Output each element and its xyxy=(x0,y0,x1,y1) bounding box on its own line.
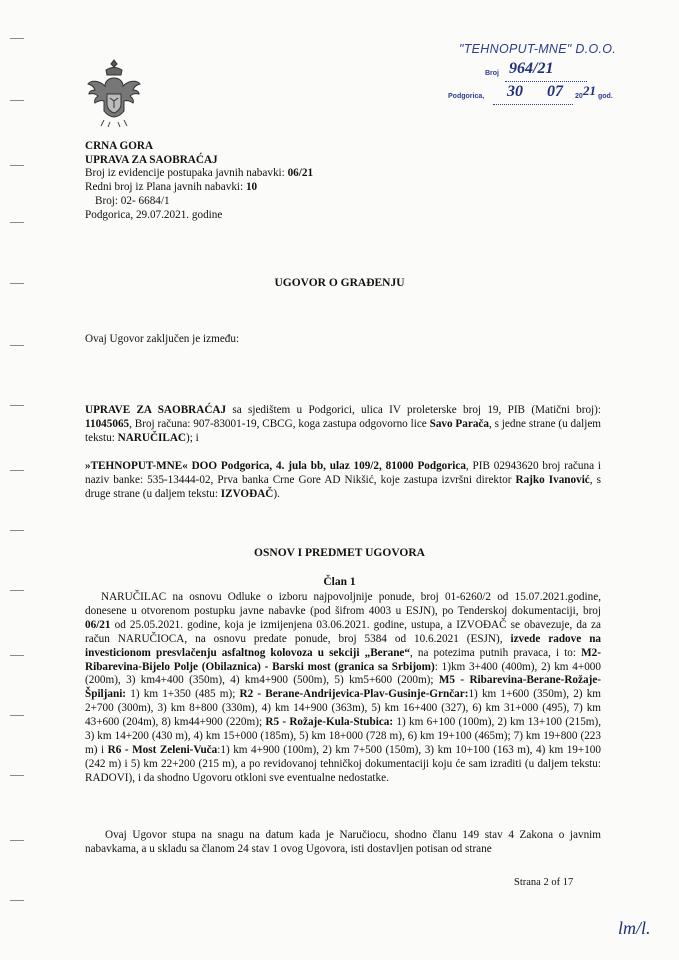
article-heading: Član 1 xyxy=(323,576,356,588)
article-1-text: NARUČILAC na osnovu Odluke o izboru najpovoljnije ponude, broj 01-6260/2 od 15.07.2021.godine, donesene u otvorenom postupku javne nabavke (pod šifrom 4003 u ESJN), po Tenderskoj dokumentaciji, broj 06/21 od 25.05.2021. godine, koja je izmijenjena 03.06.2021. godine, ustupa, a IZVOĐAČ se obavezuje, da za račun NARUČIOCA, na osnovu predate ponude, broj 5384 od 10.6.2021 (ESJN), izvede radove na investicionom presvlačenju asfaltnog kolovoza u sekciji „Berane“, na potezima putnih pravaca, i to: M2-Ribarevina-Bijelo Polje (Obilaznica) - Barski most (granica sa Srbijom): 1)km 3+400 (400m), 2) km 4+000 (200m), 3) km4+400 (350m), 4) km4+900 (500m), 5) km5+600 (200m); M5 - Ribarevina-Berane-Rožaje-Špiljani: 1) km 1+350 (485 m); R2 - Berane-Andrijevica-Plav-Gusinje-Grnčar:1) km 1+600 (350m), 2) km 2+700 (300m), 3) km 8+800 (330m), 4) km 14+900 (363m), 5) km 16+400 (327), 6) km 31+000 (495), 7) km 43+600 (204m), 8) km44+900 (220m); R5 - Rožaje-Kula-Stubica: 1) km 6+100 (100m), 2) km 13+100 (215m), 3) km 14+200 (430 m), 4) km 15+000 (185m), 5) km 18+000 (728 m), 6) km 19+100 (465m); 7) km 19+800 (223 m) i R6 - Most Zeleni-Vuča:1) km 4+900 (100m), 2) km 7+500 (150m), 3) km 10+100 (163 m), 4) km 19+100 (242 m) i 5) km 22+200 (215 m), a po revidovanoj tehničkoj dokumentaciji koju će sam izraditi (u daljem tekstu: RADOVI), i da shodno Ugovoru otkloni sve eventualne nedostatke. xyxy=(85,591,602,784)
intro-text: Ovaj Ugovor zaključen je između: xyxy=(85,333,240,345)
margin-mark xyxy=(10,840,24,841)
receipt-stamp xyxy=(445,42,635,106)
document-number: Broj: 02- 6684/1 xyxy=(95,194,170,207)
procurement-number-line: Broj iz evidencije postupaka javnih nabavki: 06/21 xyxy=(85,167,314,180)
stamp-year-value: 21 xyxy=(583,83,596,98)
margin-mark xyxy=(10,530,24,531)
issuer-header xyxy=(85,140,313,222)
margin-mark xyxy=(10,100,24,101)
party-izvođač: »TEHNOPUT-MNE« DOO Podgorica, 4. jula bb, ulaz 109/2, 81000 Podgorica, PIB 02943620 broj računa i naziv banke: 535-13444-02, Prva banka Crne Gore AD Nikšić, koje zastupa izvršni direktor Rajko Ivanović, s druge strane (u daljem tekstu: IZVOĐAČ). xyxy=(85,460,601,500)
margin-mark xyxy=(10,900,24,901)
margin-mark xyxy=(10,345,24,346)
margin-mark xyxy=(10,405,24,406)
margin-mark xyxy=(10,470,24,471)
stamp-broj-value: 964/21 xyxy=(509,60,554,77)
document-date: Podgorica, 29.07.2021. godine xyxy=(85,208,223,221)
authority-name: UPRAVA ZA SAOBRAĆAJ xyxy=(85,153,218,166)
margin-mark xyxy=(10,38,24,39)
closing-paragraph: Ovaj Ugovor stupa na snagu na datum kada je Naručiocu, shodno članu 149 stav 4 Zakona o javnim nabavkama, a u skladu sa članom 24 stav 1 ovog Ugovora, isti dostavljen potisan od strane xyxy=(85,829,601,855)
handwritten-initials: lm/l. xyxy=(618,918,651,938)
margin-mark xyxy=(10,775,24,776)
margin-mark xyxy=(10,715,24,716)
plan-number-line: Redni broj iz Plana javnih nabavki: 10 xyxy=(85,181,258,194)
margin-mark xyxy=(10,222,24,223)
stamp-year-suffix: god. xyxy=(598,93,613,100)
party-naručilac: UPRAVE ZA SAOBRAĆAJ sa sjedištem u Podgorici, ulica IV proleterske broj 19, PIB (Matični broj): 11045065, Broj računa: 907-83001-19, CBCG, koga zastupa odgovorno lice Savo Parača, s jedne strane (u daljem tekstu: NARUČILAC); i xyxy=(85,404,602,444)
montenegro-coat-of-arms-icon xyxy=(86,58,142,128)
margin-mark xyxy=(10,165,24,166)
stamp-date-day: 30 xyxy=(507,83,523,100)
stamp-date-month: 07 xyxy=(547,83,563,100)
country-name: CRNA GORA xyxy=(85,140,154,152)
margin-mark xyxy=(10,655,24,656)
document-title: UGOVOR O GRAĐENJU xyxy=(274,277,405,289)
page-number: Strana 2 of 17 xyxy=(514,877,574,888)
stamp-place-label: Podgorica, xyxy=(448,93,485,100)
margin-mark xyxy=(10,590,24,591)
stamp-company: "TEHNOPUT-MNE" D.O.O. xyxy=(459,42,617,56)
section-title: OSNOV I PREDMET UGOVORA xyxy=(254,547,425,559)
stamp-year-prefix: 20 xyxy=(575,93,583,100)
stamp-broj-label: Broj xyxy=(485,70,499,77)
